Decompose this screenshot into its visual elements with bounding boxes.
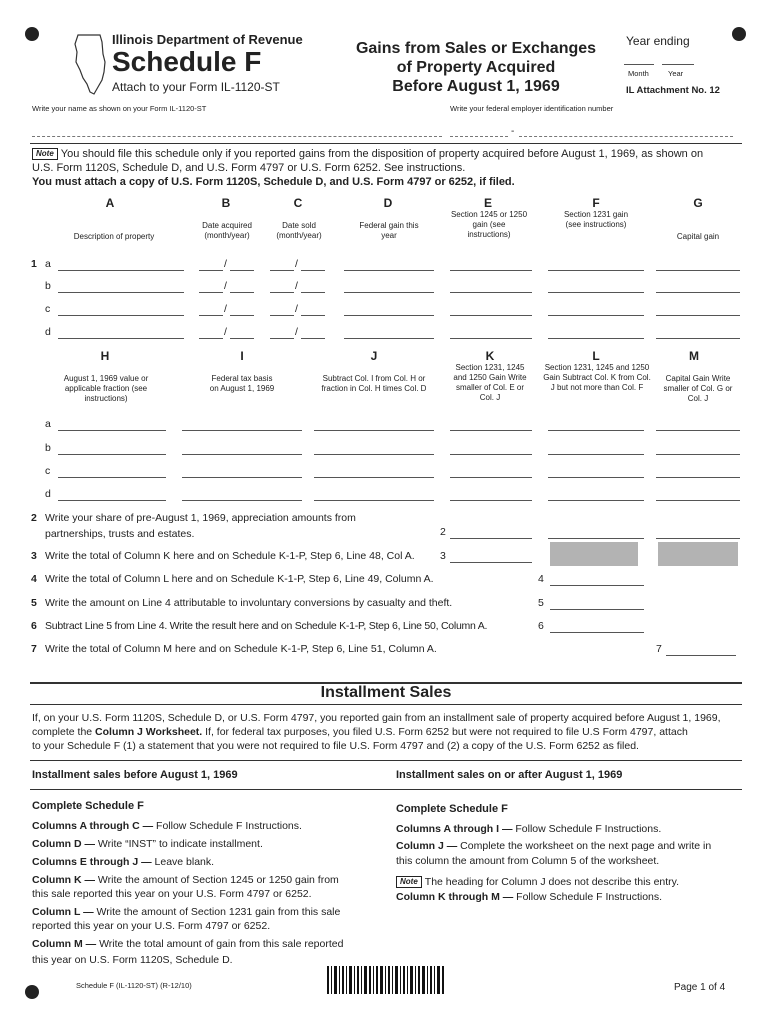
row-1c-col-c-month[interactable] xyxy=(270,315,294,316)
intro-line-3: You must attach a copy of U.S. Form 1120S, Schedule D, and U.S. Form 4797 or 6252, if filed. xyxy=(32,176,515,188)
col-m-letter: M xyxy=(689,349,699,363)
row-d-col-k[interactable] xyxy=(450,500,532,501)
fein-field-part1[interactable] xyxy=(450,136,508,137)
fein-dash: - xyxy=(511,126,515,137)
row-1c-col-g[interactable] xyxy=(656,315,740,316)
form-title: Schedule F xyxy=(112,46,262,77)
main-title-line1: Gains from Sales or Exchanges xyxy=(355,40,597,57)
row-1a-col-f[interactable] xyxy=(548,270,644,271)
col-e-desc: Section 1245 or 1250 gain (see instructions) xyxy=(450,210,528,239)
col-i-letter: I xyxy=(240,349,244,363)
row-1a-col-a[interactable] xyxy=(58,270,184,271)
row-b-col-i[interactable] xyxy=(182,454,302,455)
line-2-ref: 2 xyxy=(440,526,446,538)
right-col-j-2: this column the amount from Column 5 of the worksheet. xyxy=(396,855,660,867)
left-cols-a-c: Columns A through C — Follow Schedule F Instructions. xyxy=(32,820,302,832)
year-field[interactable] xyxy=(662,64,694,65)
date-slash: / xyxy=(224,258,227,270)
line-5-field[interactable] xyxy=(550,609,644,610)
line-6-field[interactable] xyxy=(550,632,644,633)
month-label: Month xyxy=(628,69,649,78)
row-1b-col-c-month[interactable] xyxy=(270,292,294,293)
installment-title-rule xyxy=(30,704,742,705)
row-1b-col-b-month[interactable] xyxy=(199,292,223,293)
installment-rule-2 xyxy=(30,760,742,761)
left-col-l-2: reported this year on your U.S. Form 4797 or 6252. xyxy=(32,920,271,932)
left-col-k-1: Column K — Write the amount of Section 1245 or 1250 gain from xyxy=(32,874,339,886)
main-title-line3: Before August 1, 1969 xyxy=(392,78,560,95)
col-h-letter: H xyxy=(100,349,110,363)
row-1a-col-d[interactable] xyxy=(344,270,434,271)
line-6-ref: 6 xyxy=(538,620,544,632)
attachment-number: IL Attachment No. 12 xyxy=(626,85,720,96)
row-1b-label: b xyxy=(45,280,51,292)
line-7-text: Write the total of Column M here and on Schedule K-1-P, Step 6, Line 51, Column A. xyxy=(45,643,437,655)
registration-mark-top-left xyxy=(25,27,39,41)
col-m-desc: Capital Gain Write smaller of Col. G or Col. J xyxy=(663,374,733,403)
col-g-letter: G xyxy=(693,196,703,210)
col-f-desc: Section 1231 gain (see instructions) xyxy=(563,210,629,229)
line-3-shaded-l xyxy=(550,542,638,566)
line-4-text: Write the total of Column L here and on Schedule K-1-P, Step 6, Line 49, Column A. xyxy=(45,573,434,585)
row-1d-col-f[interactable] xyxy=(548,338,644,339)
row-d-col-m[interactable] xyxy=(656,500,740,501)
attach-note: Attach to your Form IL-1120-ST xyxy=(112,80,280,94)
row-1a-label: a xyxy=(45,258,51,270)
registration-mark-top-right xyxy=(732,27,746,41)
row-a-col-h[interactable] xyxy=(58,430,166,431)
row-1b-col-g[interactable] xyxy=(656,292,740,293)
row-1c-col-b-month[interactable] xyxy=(199,315,223,316)
row-1d-label: d xyxy=(45,326,51,338)
line-7-number: 7 xyxy=(31,643,37,655)
right-complete: Complete Schedule F xyxy=(396,803,508,815)
registration-mark-bottom-left xyxy=(25,985,39,999)
line-4-field[interactable] xyxy=(550,585,644,586)
col-l-desc: Section 1231, 1245 and 1250 Gain Subtract Col. K from Col. J but not more than Col. F xyxy=(543,363,651,392)
row-h-a-label: a xyxy=(45,418,51,430)
name-field[interactable] xyxy=(32,136,442,137)
row-1b-col-b-year[interactable] xyxy=(230,292,254,293)
col-c-letter: C xyxy=(293,196,303,210)
col-c-desc: Date sold (month/year) xyxy=(276,221,322,240)
line-2-col-m[interactable] xyxy=(656,538,740,539)
row-1a-col-c-month[interactable] xyxy=(270,270,294,271)
row-h-d-label: d xyxy=(45,488,51,500)
left-col-k-2: this sale reported this year on your U.S. Form 4797 or 6252. xyxy=(32,888,312,900)
line-7-field[interactable] xyxy=(666,655,736,656)
row-1b-col-d[interactable] xyxy=(344,292,434,293)
col-b-desc: Date acquired (month/year) xyxy=(202,221,252,240)
col-b-letter: B xyxy=(221,196,231,210)
col-j-letter: J xyxy=(370,349,378,363)
agency-name: Illinois Department of Revenue xyxy=(112,32,303,47)
date-slash: / xyxy=(224,303,227,315)
row-1d-col-b-month[interactable] xyxy=(199,338,223,339)
row-1c-col-d[interactable] xyxy=(344,315,434,316)
row-d-col-h[interactable] xyxy=(58,500,166,501)
line-2-text-1: Write your share of pre-August 1, 1969, appreciation amounts from xyxy=(45,512,356,524)
row-1b-col-f[interactable] xyxy=(548,292,644,293)
fein-label: Write your federal employer identification number xyxy=(450,104,614,113)
right-col-j-1: Column J — Complete the worksheet on the next page and write in xyxy=(396,840,712,852)
row-c-col-m[interactable] xyxy=(656,477,740,478)
row-1c-col-b-year[interactable] xyxy=(230,315,254,316)
row-1d-col-c-month[interactable] xyxy=(270,338,294,339)
col-g-desc: Capital gain xyxy=(676,232,720,241)
row-b-col-l[interactable] xyxy=(548,454,644,455)
row-d-col-i[interactable] xyxy=(182,500,302,501)
date-slash: / xyxy=(295,303,298,315)
year-label: Year xyxy=(668,69,684,78)
col-d-desc: Federal gain this year xyxy=(359,221,419,240)
col-l-letter: L xyxy=(592,349,600,363)
row-d-col-l[interactable] xyxy=(548,500,644,501)
installment-rule-3 xyxy=(30,789,742,790)
row-a-col-j[interactable] xyxy=(314,430,434,431)
row-1a-col-g[interactable] xyxy=(656,270,740,271)
date-slash: / xyxy=(224,326,227,338)
row-h-c-label: c xyxy=(45,465,51,477)
line-6-number: 6 xyxy=(31,620,37,632)
row-1a-col-e[interactable] xyxy=(450,270,532,271)
row-b-col-k[interactable] xyxy=(450,454,532,455)
right-cols-a-i: Columns A through I — Follow Schedule F Instructions. xyxy=(396,823,662,835)
line-2-number: 2 xyxy=(31,512,37,524)
line-3-shaded-m xyxy=(658,542,738,566)
date-slash: / xyxy=(224,280,227,292)
line-3-field[interactable] xyxy=(450,562,532,563)
row-c-col-i[interactable] xyxy=(182,477,302,478)
row-1c-col-e[interactable] xyxy=(450,315,532,316)
left-heading: Installment sales before August 1, 1969 xyxy=(32,769,238,781)
line-5-number: 5 xyxy=(31,597,37,609)
row-1c-label: c xyxy=(45,303,51,315)
line-1-number: 1 xyxy=(31,258,37,270)
col-a-letter: A xyxy=(105,196,115,210)
installment-title: Installment Sales xyxy=(320,684,452,701)
left-complete: Complete Schedule F xyxy=(32,800,144,812)
row-h-b-label: b xyxy=(45,442,51,454)
barcode-icon xyxy=(327,966,445,994)
col-a-desc: Description of property xyxy=(73,232,155,241)
line-3-number: 3 xyxy=(31,550,37,562)
row-1d-col-e[interactable] xyxy=(450,338,532,339)
line-2-col-l[interactable] xyxy=(548,538,644,539)
line-5-ref: 5 xyxy=(538,597,544,609)
right-cols-k-m: Column K through M — Follow Schedule F Instructions. xyxy=(396,891,663,903)
footer-form-id: Schedule F (IL-1120-ST) (R-12/10) xyxy=(76,981,192,990)
line-5-text: Write the amount on Line 4 attributable to involuntary conversions by casualty and theft. xyxy=(45,597,453,609)
illinois-map-icon xyxy=(72,32,110,98)
row-b-col-m[interactable] xyxy=(656,454,740,455)
year-ending-label: Year ending xyxy=(626,34,690,48)
row-1d-col-c-year[interactable] xyxy=(301,338,325,339)
right-heading: Installment sales on or after August 1, 1969 xyxy=(396,769,623,781)
line-2-col-k[interactable] xyxy=(450,538,532,539)
left-col-l-1: Column L — Write the amount of Section 1231 gain from this sale xyxy=(32,906,341,918)
divider xyxy=(30,143,742,144)
row-1c-col-c-year[interactable] xyxy=(301,315,325,316)
row-c-col-l[interactable] xyxy=(548,477,644,478)
row-1d-col-b-year[interactable] xyxy=(230,338,254,339)
fein-field-part2[interactable] xyxy=(519,136,733,137)
row-1c-col-f[interactable] xyxy=(548,315,644,316)
row-1c-col-a[interactable] xyxy=(58,315,184,316)
note-icon: Note xyxy=(396,876,422,888)
note-icon: Note xyxy=(32,148,58,160)
line-7-ref: 7 xyxy=(656,643,662,655)
row-c-col-j[interactable] xyxy=(314,477,434,478)
installment-para-1: If, on your U.S. Form 1120S, Schedule D, or U.S. Form 4797, you reported gain from an installment sale of property acquired before August 1, 1969, xyxy=(32,712,721,724)
col-i-desc: Federal tax basis on August 1, 1969 xyxy=(209,374,275,393)
col-k-desc: Section 1231, 1245 and 1250 Gain Write smaller of Col. E or Col. J xyxy=(453,363,527,402)
col-e-letter: E xyxy=(483,196,492,210)
row-a-col-k[interactable] xyxy=(450,430,532,431)
date-slash: / xyxy=(295,326,298,338)
row-1b-col-a[interactable] xyxy=(58,292,184,293)
col-k-letter: K xyxy=(485,349,495,363)
row-1a-col-b-month[interactable] xyxy=(199,270,223,271)
row-b-col-h[interactable] xyxy=(58,454,166,455)
left-col-m-1: Column M — Write the total amount of gain from this sale reported xyxy=(32,938,344,950)
row-1b-col-c-year[interactable] xyxy=(301,292,325,293)
left-col-d: Column D — Write “INST” to indicate installment. xyxy=(32,838,263,850)
date-slash: / xyxy=(295,280,298,292)
row-c-col-h[interactable] xyxy=(58,477,166,478)
row-1a-col-b-year[interactable] xyxy=(230,270,254,271)
col-h-desc: August 1, 1969 value or applicable fraction (see instructions) xyxy=(63,374,149,403)
col-j-desc: Subtract Col. I from Col. H or fraction in Col. H times Col. D xyxy=(321,374,427,393)
date-slash: / xyxy=(295,258,298,270)
row-1a-col-c-year[interactable] xyxy=(301,270,325,271)
row-1d-col-a[interactable] xyxy=(58,338,184,339)
footer-page-number: Page 1 of 4 xyxy=(674,982,726,993)
row-b-col-j[interactable] xyxy=(314,454,434,455)
line-4-number: 4 xyxy=(31,573,37,585)
left-col-m-2: this year on U.S. Form 1120S, Schedule D. xyxy=(32,954,233,966)
installment-para-3: to your Schedule F (1) a statement that you were not required to file U.S. Form 4797 and (2) a copy of the U.S. Form 6252 as filed. xyxy=(32,740,639,752)
main-title-line2: of Property Acquired xyxy=(396,59,556,76)
line-4-ref: 4 xyxy=(538,573,544,585)
row-c-col-k[interactable] xyxy=(450,477,532,478)
row-a-col-i[interactable] xyxy=(182,430,302,431)
line-6-text: Subtract Line 5 from Line 4. Write the result here and on Schedule K-1-P, Step 6, Line 50, Column A. xyxy=(45,620,488,632)
row-1b-col-e[interactable] xyxy=(450,292,532,293)
month-field[interactable] xyxy=(624,64,654,65)
row-d-col-j[interactable] xyxy=(314,500,434,501)
row-1d-col-g[interactable] xyxy=(656,338,740,339)
installment-para-2: complete the Column J Worksheet. If, for federal tax purposes, you filed U.S. Form 6252 but were not required to file U.S Form 4797, attach xyxy=(32,726,688,738)
row-a-col-m[interactable] xyxy=(656,430,740,431)
row-a-col-l[interactable] xyxy=(548,430,644,431)
intro-line-1: Note You should file this schedule only if you reported gains from the disposition of property acquired before August 1, 1969, as shown on xyxy=(32,148,703,160)
col-d-letter: D xyxy=(383,196,393,210)
line-2-text-2: partnerships, trusts and estates. xyxy=(45,528,195,540)
line-3-text: Write the total of Column K here and on Schedule K-1-P, Step 6, Line 48, Col A. xyxy=(45,550,415,562)
left-cols-e-j: Columns E through J — Leave blank. xyxy=(32,856,215,868)
row-1d-col-d[interactable] xyxy=(344,338,434,339)
name-label: Write your name as shown on your Form IL-1120-ST xyxy=(32,104,207,113)
line-3-ref: 3 xyxy=(440,550,446,562)
col-f-letter: F xyxy=(592,196,600,210)
right-note: Note The heading for Column J does not describe this entry. xyxy=(396,876,679,888)
intro-line-2: U.S. Form 1120S, Schedule D, and U.S. Form 4797 or U.S. Form 6252. See instructions. xyxy=(32,162,466,174)
